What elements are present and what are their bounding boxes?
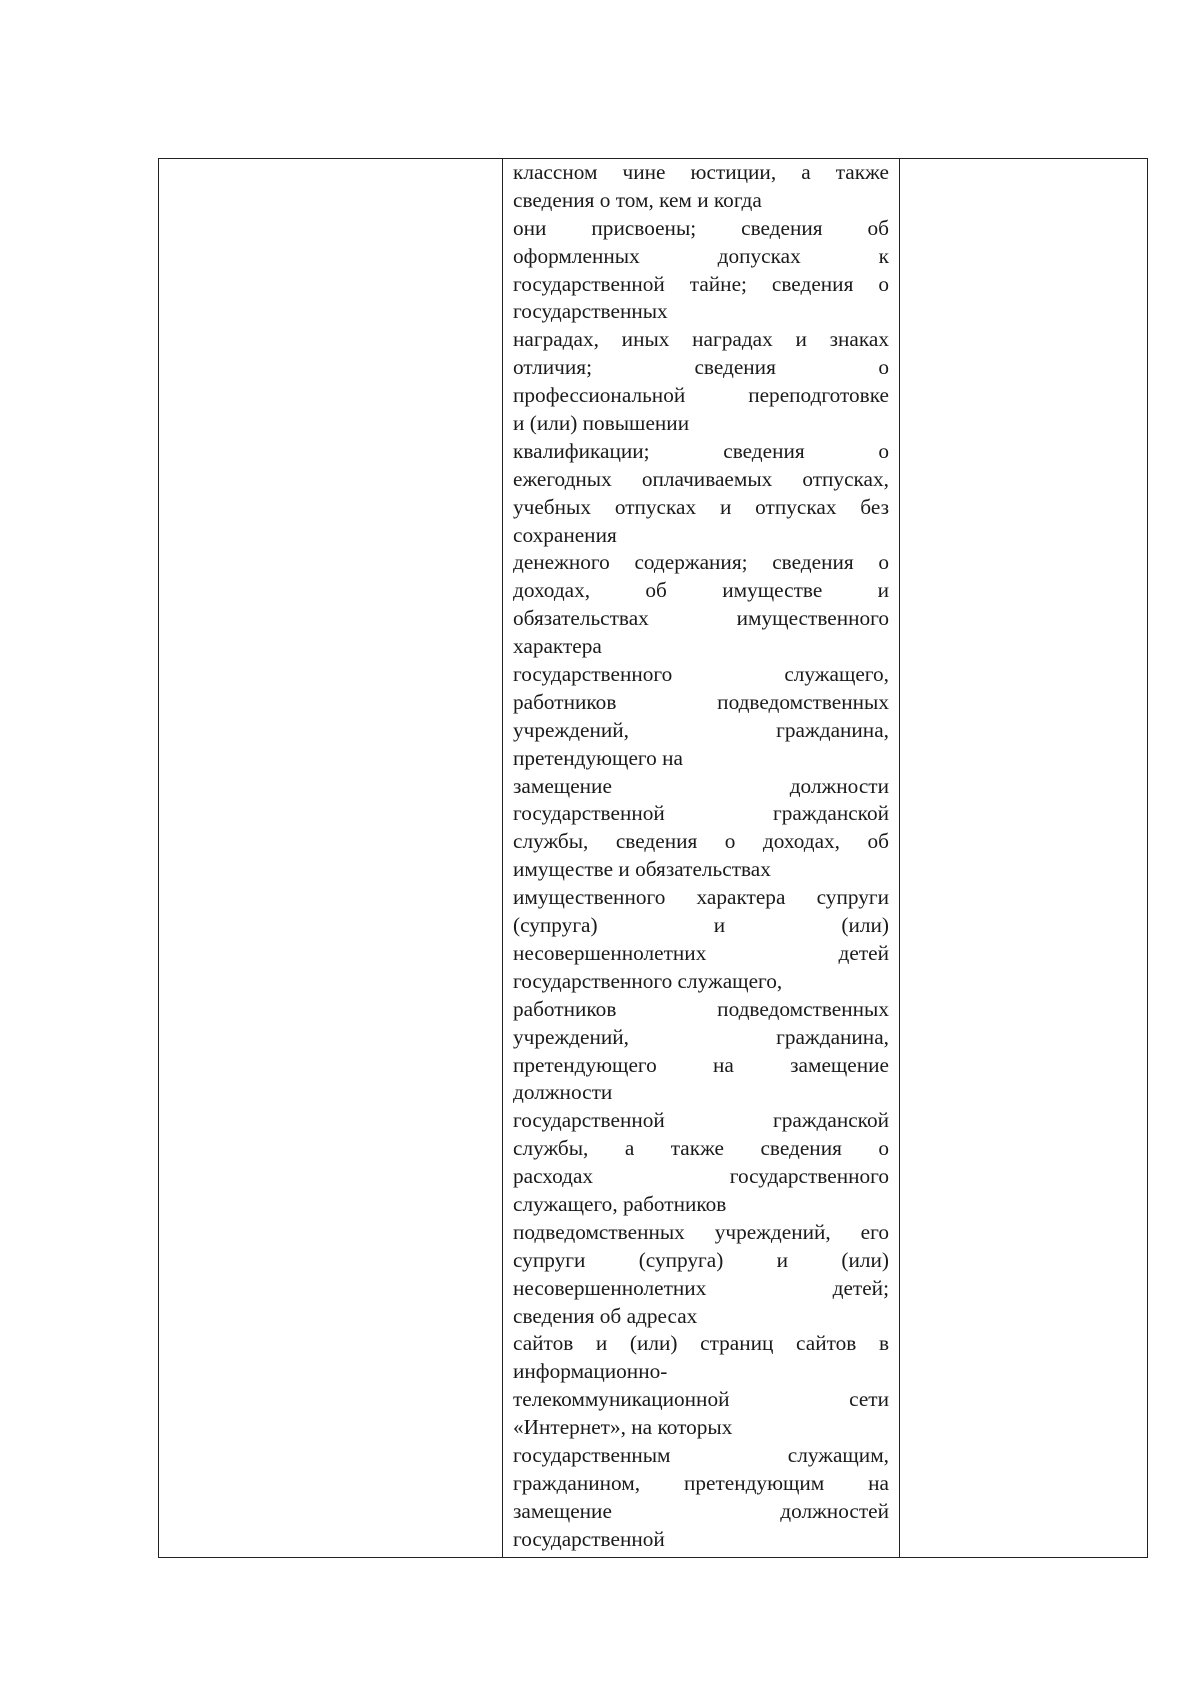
cell-line: наградах, иных наградах и знаках bbox=[513, 327, 889, 352]
middle-cell-text bbox=[513, 159, 889, 1554]
cell-line: сведения об адресах bbox=[513, 1303, 698, 1328]
cell-line: ежегодных оплачиваемых отпусках, bbox=[513, 466, 889, 491]
cell-line: расходах государственного bbox=[513, 1164, 889, 1189]
cell-line: (супруга) и (или) bbox=[513, 913, 889, 938]
cell-line: они присвоены; сведения об bbox=[513, 215, 889, 240]
cell-line: несовершеннолетних детей; bbox=[513, 1275, 889, 1300]
cell-line: служащего, работников bbox=[513, 1191, 727, 1216]
cell-line: доходах, об имуществе и bbox=[513, 578, 889, 603]
cell-line: учреждений, гражданина, bbox=[513, 1024, 889, 1049]
cell-line: претендующего на замещение bbox=[513, 1052, 889, 1077]
cell-line: имущественного характера супруги bbox=[513, 885, 889, 910]
cell-line: телекоммуникационной сети bbox=[513, 1387, 889, 1412]
cell-line: информационно- bbox=[513, 1359, 668, 1384]
cell-line: отличия; сведения о bbox=[513, 355, 889, 380]
cell-line: подведомственных учреждений, его bbox=[513, 1219, 889, 1244]
cell-line: службы, а также сведения о bbox=[513, 1136, 889, 1161]
cell-line: «Интернет», на которых bbox=[513, 1415, 733, 1440]
cell-line: должности bbox=[513, 1080, 613, 1105]
cell-line: государственной гражданской bbox=[513, 801, 889, 826]
cell-line: государственным служащим, bbox=[513, 1442, 889, 1467]
column-divider-right bbox=[899, 159, 900, 1557]
cell-line: профессиональной переподготовке bbox=[513, 383, 889, 408]
cell-line: квалификации; сведения о bbox=[513, 438, 889, 463]
cell-line: государственного служащего, bbox=[513, 968, 783, 993]
cell-line: службы, сведения о доходах, об bbox=[513, 829, 889, 854]
cell-line: обязательствах имущественного bbox=[513, 606, 889, 631]
cell-line: несовершеннолетних детей bbox=[513, 940, 889, 965]
cell-line: работников подведомственных bbox=[513, 996, 889, 1021]
cell-line: замещение должностей bbox=[513, 1498, 889, 1523]
cell-line: сведения о том, кем и когда bbox=[513, 187, 762, 212]
cell-line: и (или) повышении bbox=[513, 411, 690, 436]
cell-line: государственного служащего, bbox=[513, 662, 889, 687]
cell-line: работников подведомственных bbox=[513, 689, 889, 714]
cell-line: супруги (супруга) и (или) bbox=[513, 1247, 889, 1272]
cell-line: денежного содержания; сведения о bbox=[513, 550, 889, 575]
cell-line: государственной тайне; сведения о bbox=[513, 271, 889, 296]
document-table bbox=[158, 158, 1148, 1558]
cell-line: государственных bbox=[513, 299, 668, 324]
cell-line: государственной bbox=[513, 1526, 665, 1551]
cell-line: государственной гражданской bbox=[513, 1108, 889, 1133]
cell-line: замещение должности bbox=[513, 773, 889, 798]
cell-line: гражданином, претендующим на bbox=[513, 1470, 889, 1495]
cell-line: учебных отпусках и отпусках без bbox=[513, 494, 889, 519]
cell-line: сайтов и (или) страниц сайтов в bbox=[513, 1331, 889, 1356]
cell-line: претендующего на bbox=[513, 745, 683, 770]
cell-line: имуществе и обязательствах bbox=[513, 857, 771, 882]
cell-line: классном чине юстиции, а также bbox=[513, 160, 889, 184]
cell-line: учреждений, гражданина, bbox=[513, 717, 889, 742]
cell-line: характера bbox=[513, 634, 602, 659]
column-divider-left bbox=[502, 159, 503, 1557]
cell-line: оформленных допусках к bbox=[513, 243, 889, 268]
cell-line: сохранения bbox=[513, 522, 617, 547]
